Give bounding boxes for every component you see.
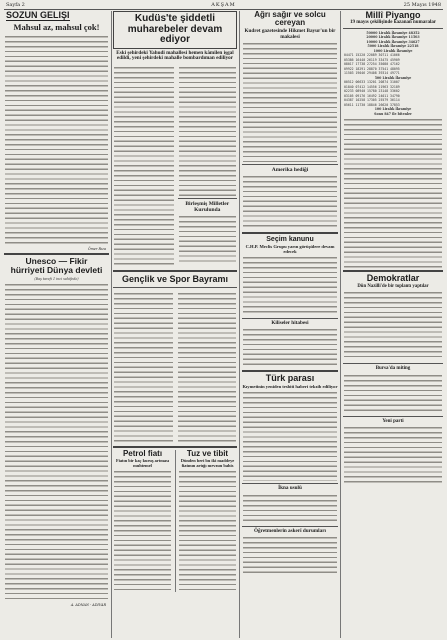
- petrol-sub: Fiatın bir kaç kuruş artması muhtemel: [115, 457, 170, 468]
- main-body-right: [179, 66, 237, 196]
- lottery-body: [344, 118, 442, 268]
- col3-body: [243, 42, 337, 162]
- lottery-line: 50000 Liralık İkramiye 48352: [366, 30, 420, 35]
- america-body: [243, 175, 337, 230]
- lottery-list: [343, 31, 443, 117]
- turk-body: [243, 391, 337, 481]
- sports-body-right: [178, 292, 237, 442]
- lottery-line: 03105 09176 16492 24011 34790: [344, 93, 400, 98]
- demo-body: [344, 291, 442, 361]
- main-subhead: Eski şehirdeki Yahudi mahallesi hemen kâmilen işgal edildi, yeni şehirdeki mahalle bombardıman ediliyor: [116, 49, 234, 62]
- america-title: Amerika hediği: [271, 167, 309, 174]
- lottery-line: 1000 Liralık İkramiye: [373, 48, 413, 53]
- main-headline: Kudüs'te şiddetli muharebeler devam ediyor: [127, 13, 223, 45]
- article-body: [5, 35, 108, 245]
- yeni-title: Yeni parti: [382, 418, 404, 424]
- ogretmenler-title: Öğretmenlerin askerî durumları: [254, 527, 326, 534]
- lottery-line: 500 Liralık İkramiye: [374, 75, 412, 80]
- column-3: [242, 11, 338, 638]
- lottery-subhead: 19 mayıs çekilişinde kazanan numaralar: [349, 20, 437, 26]
- sports-title: Gençlik ve Spor Bayramı: [121, 273, 229, 284]
- ogretmenler-body: [243, 536, 337, 576]
- lottery-line: 11503 19046 29408 39314 49771: [344, 71, 400, 76]
- lottery-line: 08017 17738 27254 35080 47162: [344, 62, 400, 67]
- tuz-sub: Dünden beri bu iki maddeye fiatının artığı mevzuu bahis: [180, 457, 235, 468]
- paper-name: AKŞAM: [211, 2, 236, 8]
- lottery-line: 02233 08940 15780 23148 33602: [344, 89, 400, 94]
- demo-sub: Dün Nazilli'de bir toplantı yaptılar: [357, 283, 429, 289]
- lottery-line: 05611 11730 18846 26620 37853: [344, 102, 400, 107]
- lottery-line: 05386 16440 26119 33475 45909: [344, 57, 400, 62]
- lottery-line: 04387 10258 17305 25579 36114: [344, 98, 400, 103]
- lottery-line: 00512 06633 13201 20874 31007: [344, 80, 400, 85]
- tuz-title: Tuz ve tibit: [186, 449, 229, 459]
- unesco-title: Unesco — Fikir hürriyeti Dünya devleti: [10, 255, 103, 275]
- lottery-line: 10000 Liralık İkramiye 34627: [366, 39, 420, 44]
- byline: Ömer Rıza: [87, 246, 106, 251]
- unesco-dateline: (Baş tarafı 1 inci sahifede): [34, 276, 79, 281]
- secim-sub: C.H.P. Meclis Grupu yarın görüşülere devam edecek: [245, 243, 335, 254]
- petrol-body: [114, 470, 171, 590]
- issue-date: 25 Mayıs 1948: [403, 2, 441, 8]
- column-2: [113, 11, 237, 638]
- turk-title: Türk parası: [265, 373, 315, 384]
- section-title: SÖZÜN GELİŞİ: [6, 11, 70, 20]
- main-body-left: [114, 66, 174, 266]
- lottery-title: Millî Piyango: [365, 11, 421, 20]
- secim-body: [243, 256, 337, 316]
- lottery-line: Sonu 847 ile bitenler: [374, 111, 412, 116]
- petrol-title: Petrol fiatı: [122, 449, 163, 459]
- lottery-line: 5000 Liralık İkramiye 22518: [367, 44, 419, 49]
- bursa-title: Bursa'da miting: [375, 366, 411, 372]
- unesco-body: [5, 283, 108, 601]
- lottery-line: 04471 15220 22089 30711 41066: [344, 53, 400, 58]
- kiliseler-body: [243, 328, 337, 368]
- ikna-title: İkna usulü: [278, 484, 302, 491]
- lottery-line: 09922 18291 28870 37541 48095: [344, 66, 400, 71]
- turk-sub: Kıymetinin yeniden tesbiti haberi tekzib ediliyor: [242, 383, 338, 389]
- yeni-body: [344, 426, 442, 486]
- column-4: [343, 11, 443, 638]
- secim-title: Seçim kanunu: [266, 236, 314, 244]
- column-1: [4, 11, 109, 638]
- lottery-line: 20000 Liralık İkramiye 11503: [366, 35, 420, 40]
- lottery-line: 100 Liralık İkramiye: [374, 107, 412, 112]
- lottery-line: 01840 07412 14556 21963 32189: [344, 84, 400, 89]
- sub2-title: Birleşmiş Milletler Kurulunda: [185, 200, 230, 213]
- demo-title: Demokratlar: [366, 273, 420, 284]
- sports-body-left: [114, 292, 173, 442]
- bursa-body: [344, 374, 442, 414]
- col3-subhead: Kudret gazetesinde Hikmet Bayur'un bir makalesi: [244, 27, 336, 40]
- masthead: [4, 1, 443, 10]
- ikna-body: [243, 494, 337, 524]
- kiliseler-title: Kiliseler hitabesi: [271, 319, 309, 326]
- sub2-body: [179, 215, 237, 265]
- unesco-signature: A. ADNAN - ADIVAR: [70, 603, 106, 608]
- page-label: Sayfa 2: [6, 2, 25, 8]
- tuz-body: [179, 470, 236, 590]
- col3-title: Ağrı sağır ve solcu cereyan: [254, 11, 326, 28]
- article-title: Mahsul az, mahsul çok!: [13, 22, 100, 33]
